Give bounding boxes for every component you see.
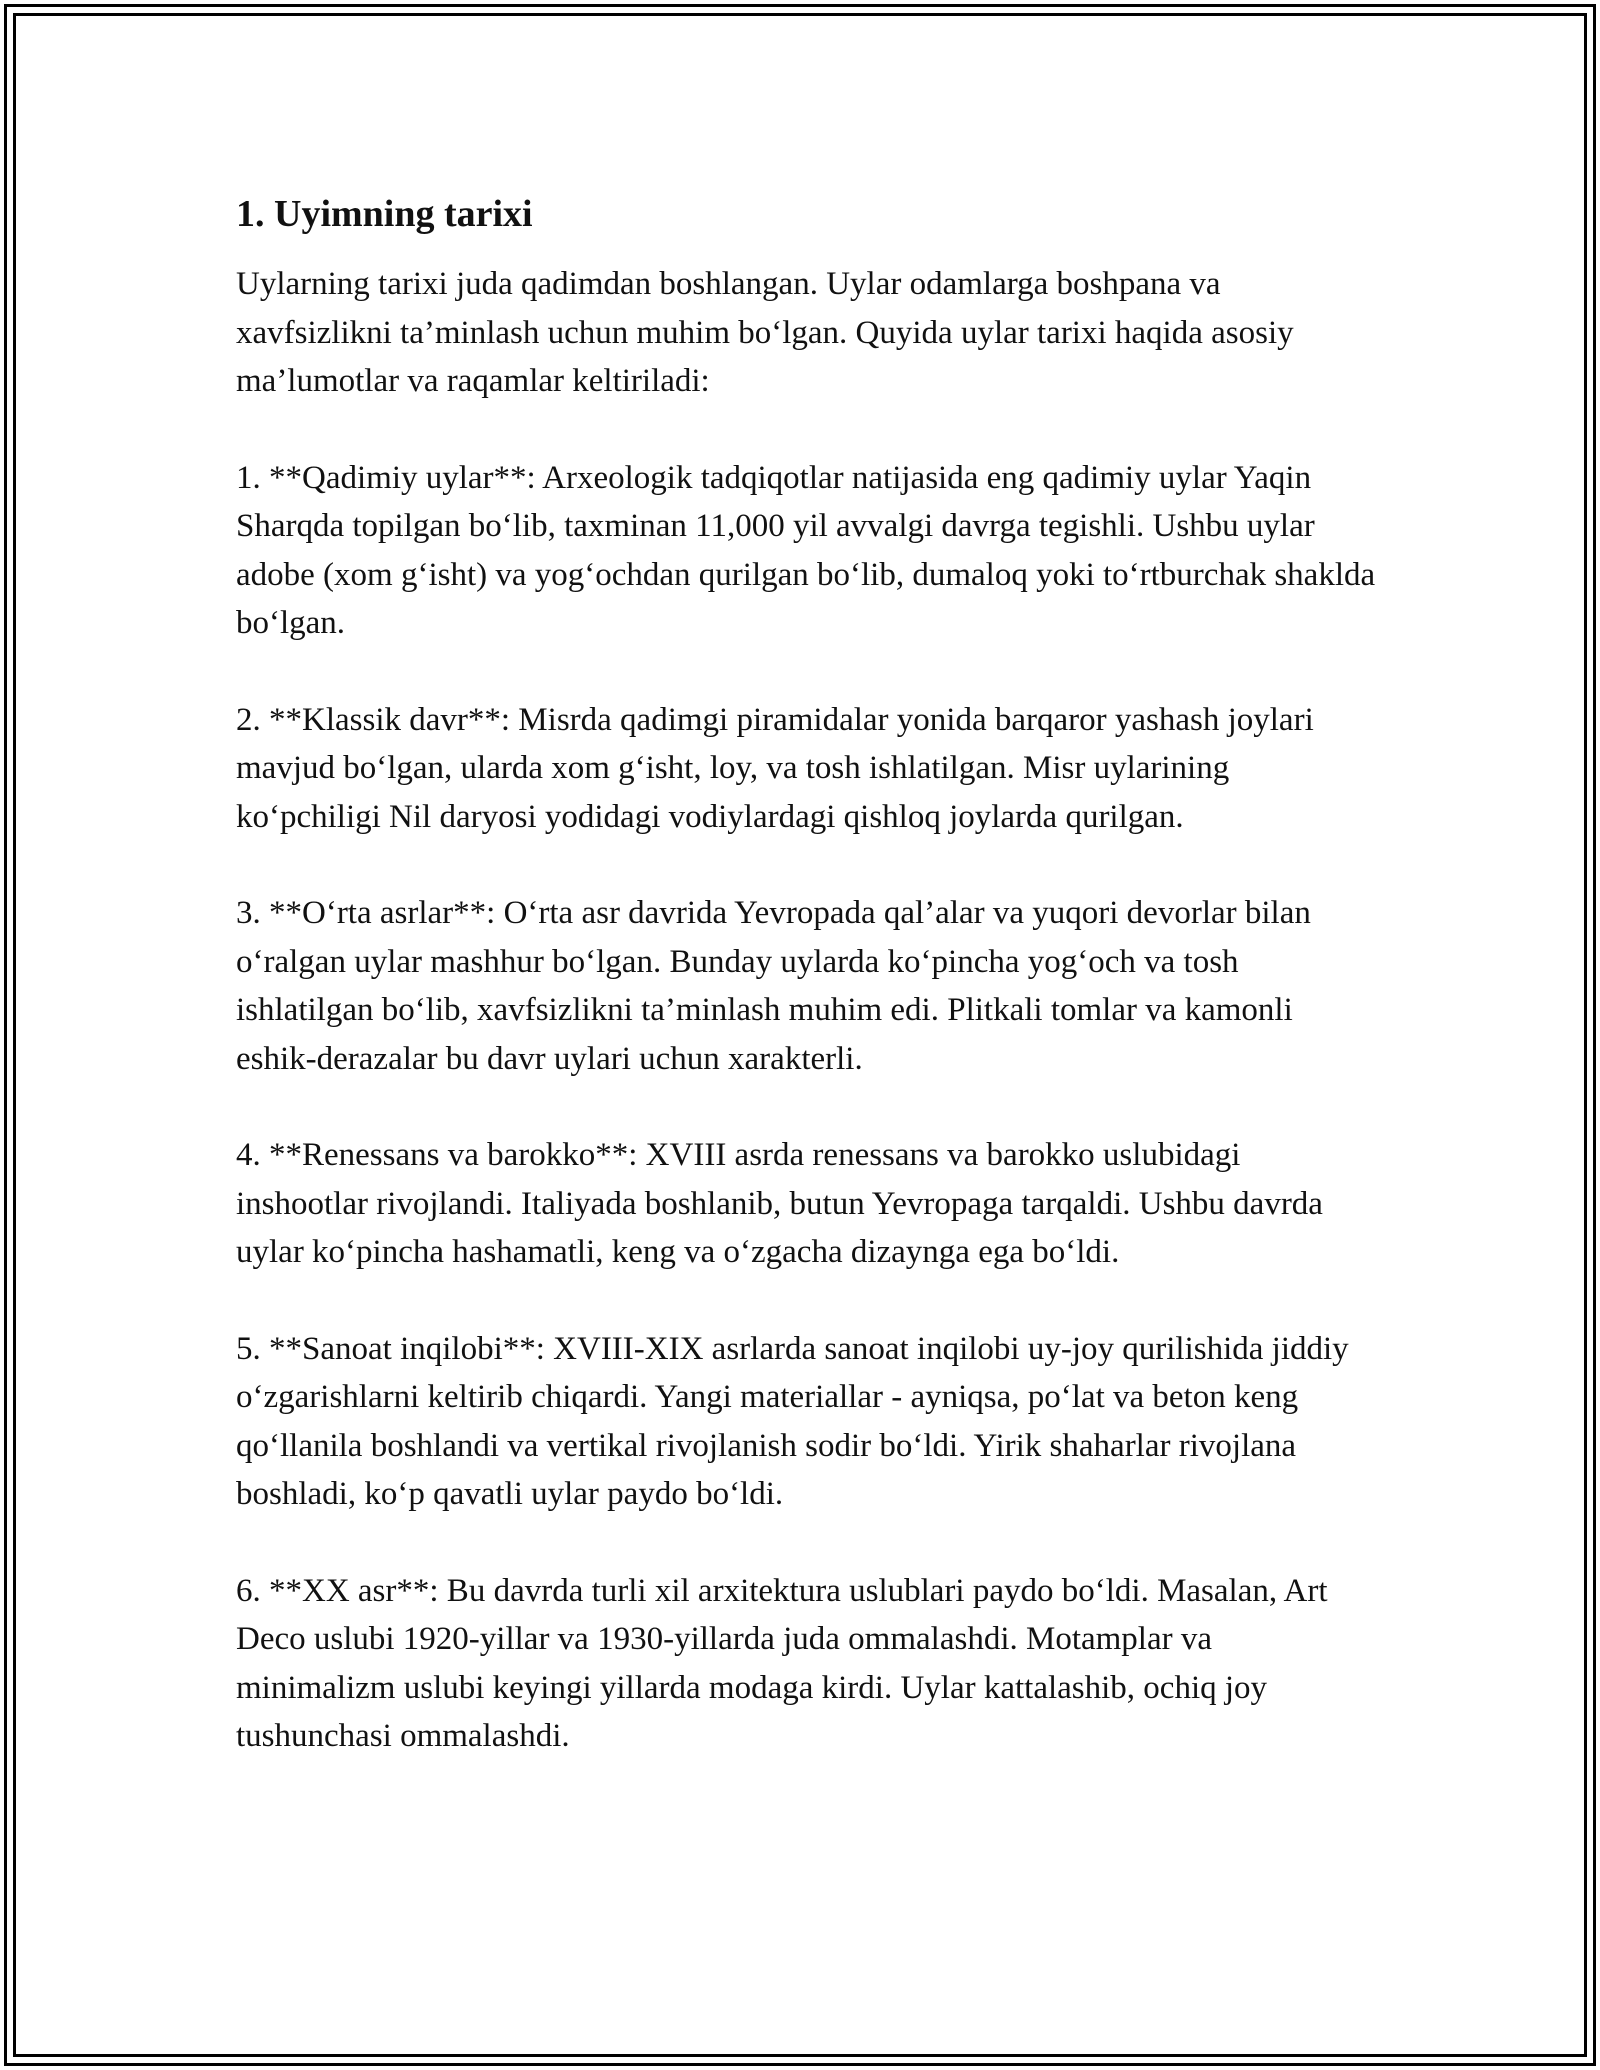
paragraph-industrial-revolution: 5. **Sanoat inqilobi**: XVIII-XIX asrlarda sanoat inqilobi uy-joy qurilishida jiddiy o‘zgarishlarni keltirib chiqardi. Yangi materiallar - ayniqsa, po‘lat va beton keng qo‘llanila boshlandi va vertikal rivojlanish sodir bo‘ldi. Yirik shaharlar rivojlana boshladi, ko‘p qavatli uylar paydo bo‘ldi. <box>236 1330 1349 1512</box>
paragraph-middle-ages: 3. **O‘rta asrlar**: O‘rta asr davrida Yevropada qal’alar va yuqori devorlar bilan o‘ralgan uylar mashhur bo‘lgan. Bunday uylarda ko‘pincha yog‘och va tosh ishlatilgan bo‘lib, xavfsizlikni ta’minlash muhim edi. Plitkali tomlar va kamonli eshik-derazalar bu davr uylari uchun xarakterli. <box>236 895 1311 1077</box>
paragraph-twentieth-century: 6. **XX asr**: Bu davrda turli xil arxitektura uslublari paydo bo‘ldi. Masalan, Art Deco uslubi 1920-yillar va 1930-yillarda juda ommalashdi. Motamplar va minimalizm uslubi keyingi yillarda modaga kirdi. Uylar kattalashib, ochiq joy tushunchasi ommalashdi. <box>236 1572 1328 1754</box>
paragraph-classical-period: 2. **Klassik davr**: Misrda qadimgi piramidalar yonida barqaror yashash joylari mavjud bo‘lgan, ularda xom g‘isht, loy, va tosh ishlatilgan. Misr uylarining ko‘pchiligi Nil daryosi yodidagi vodiylardagi qishloq joylarda qurilgan. <box>236 701 1314 835</box>
paragraph-ancient-houses: 1. **Qadimiy uylar**: Arxeologik tadqiqotlar natijasida eng qadimiy uylar Yaqin Sharqda topilgan bo‘lib, taxminan 11,000 yil avvalgi davrga tegishli. Ushbu uylar adobe (xom g‘isht) va yog‘ochdan qurilgan bo‘lib, dumaloq yoki to‘rtburchak shaklda bo‘lgan. <box>236 459 1376 641</box>
document-body <box>236 186 1376 1809</box>
section-heading: 1. Uyimning tarixi <box>236 193 533 235</box>
intro-paragraph: Uylarning tarixi juda qadimdan boshlangan. Uylar odamlarga boshpana va xavfsizlikni ta’minlash uchun muhim bo‘lgan. Quyida uylar tarixi haqida asosiy ma’lumotlar va raqamlar keltiriladi: <box>236 266 1294 399</box>
paragraph-renaissance-baroque: 4. **Renessans va barokko**: XVIII asrda renessans va barokko uslubidagi inshootlar rivojlandi. Italiyada boshlanib, butun Yevropaga tarqaldi. Ushbu davrda uylar ko‘pincha hashamatli, keng va o‘zgacha dizaynga ega bo‘ldi. <box>236 1137 1323 1270</box>
